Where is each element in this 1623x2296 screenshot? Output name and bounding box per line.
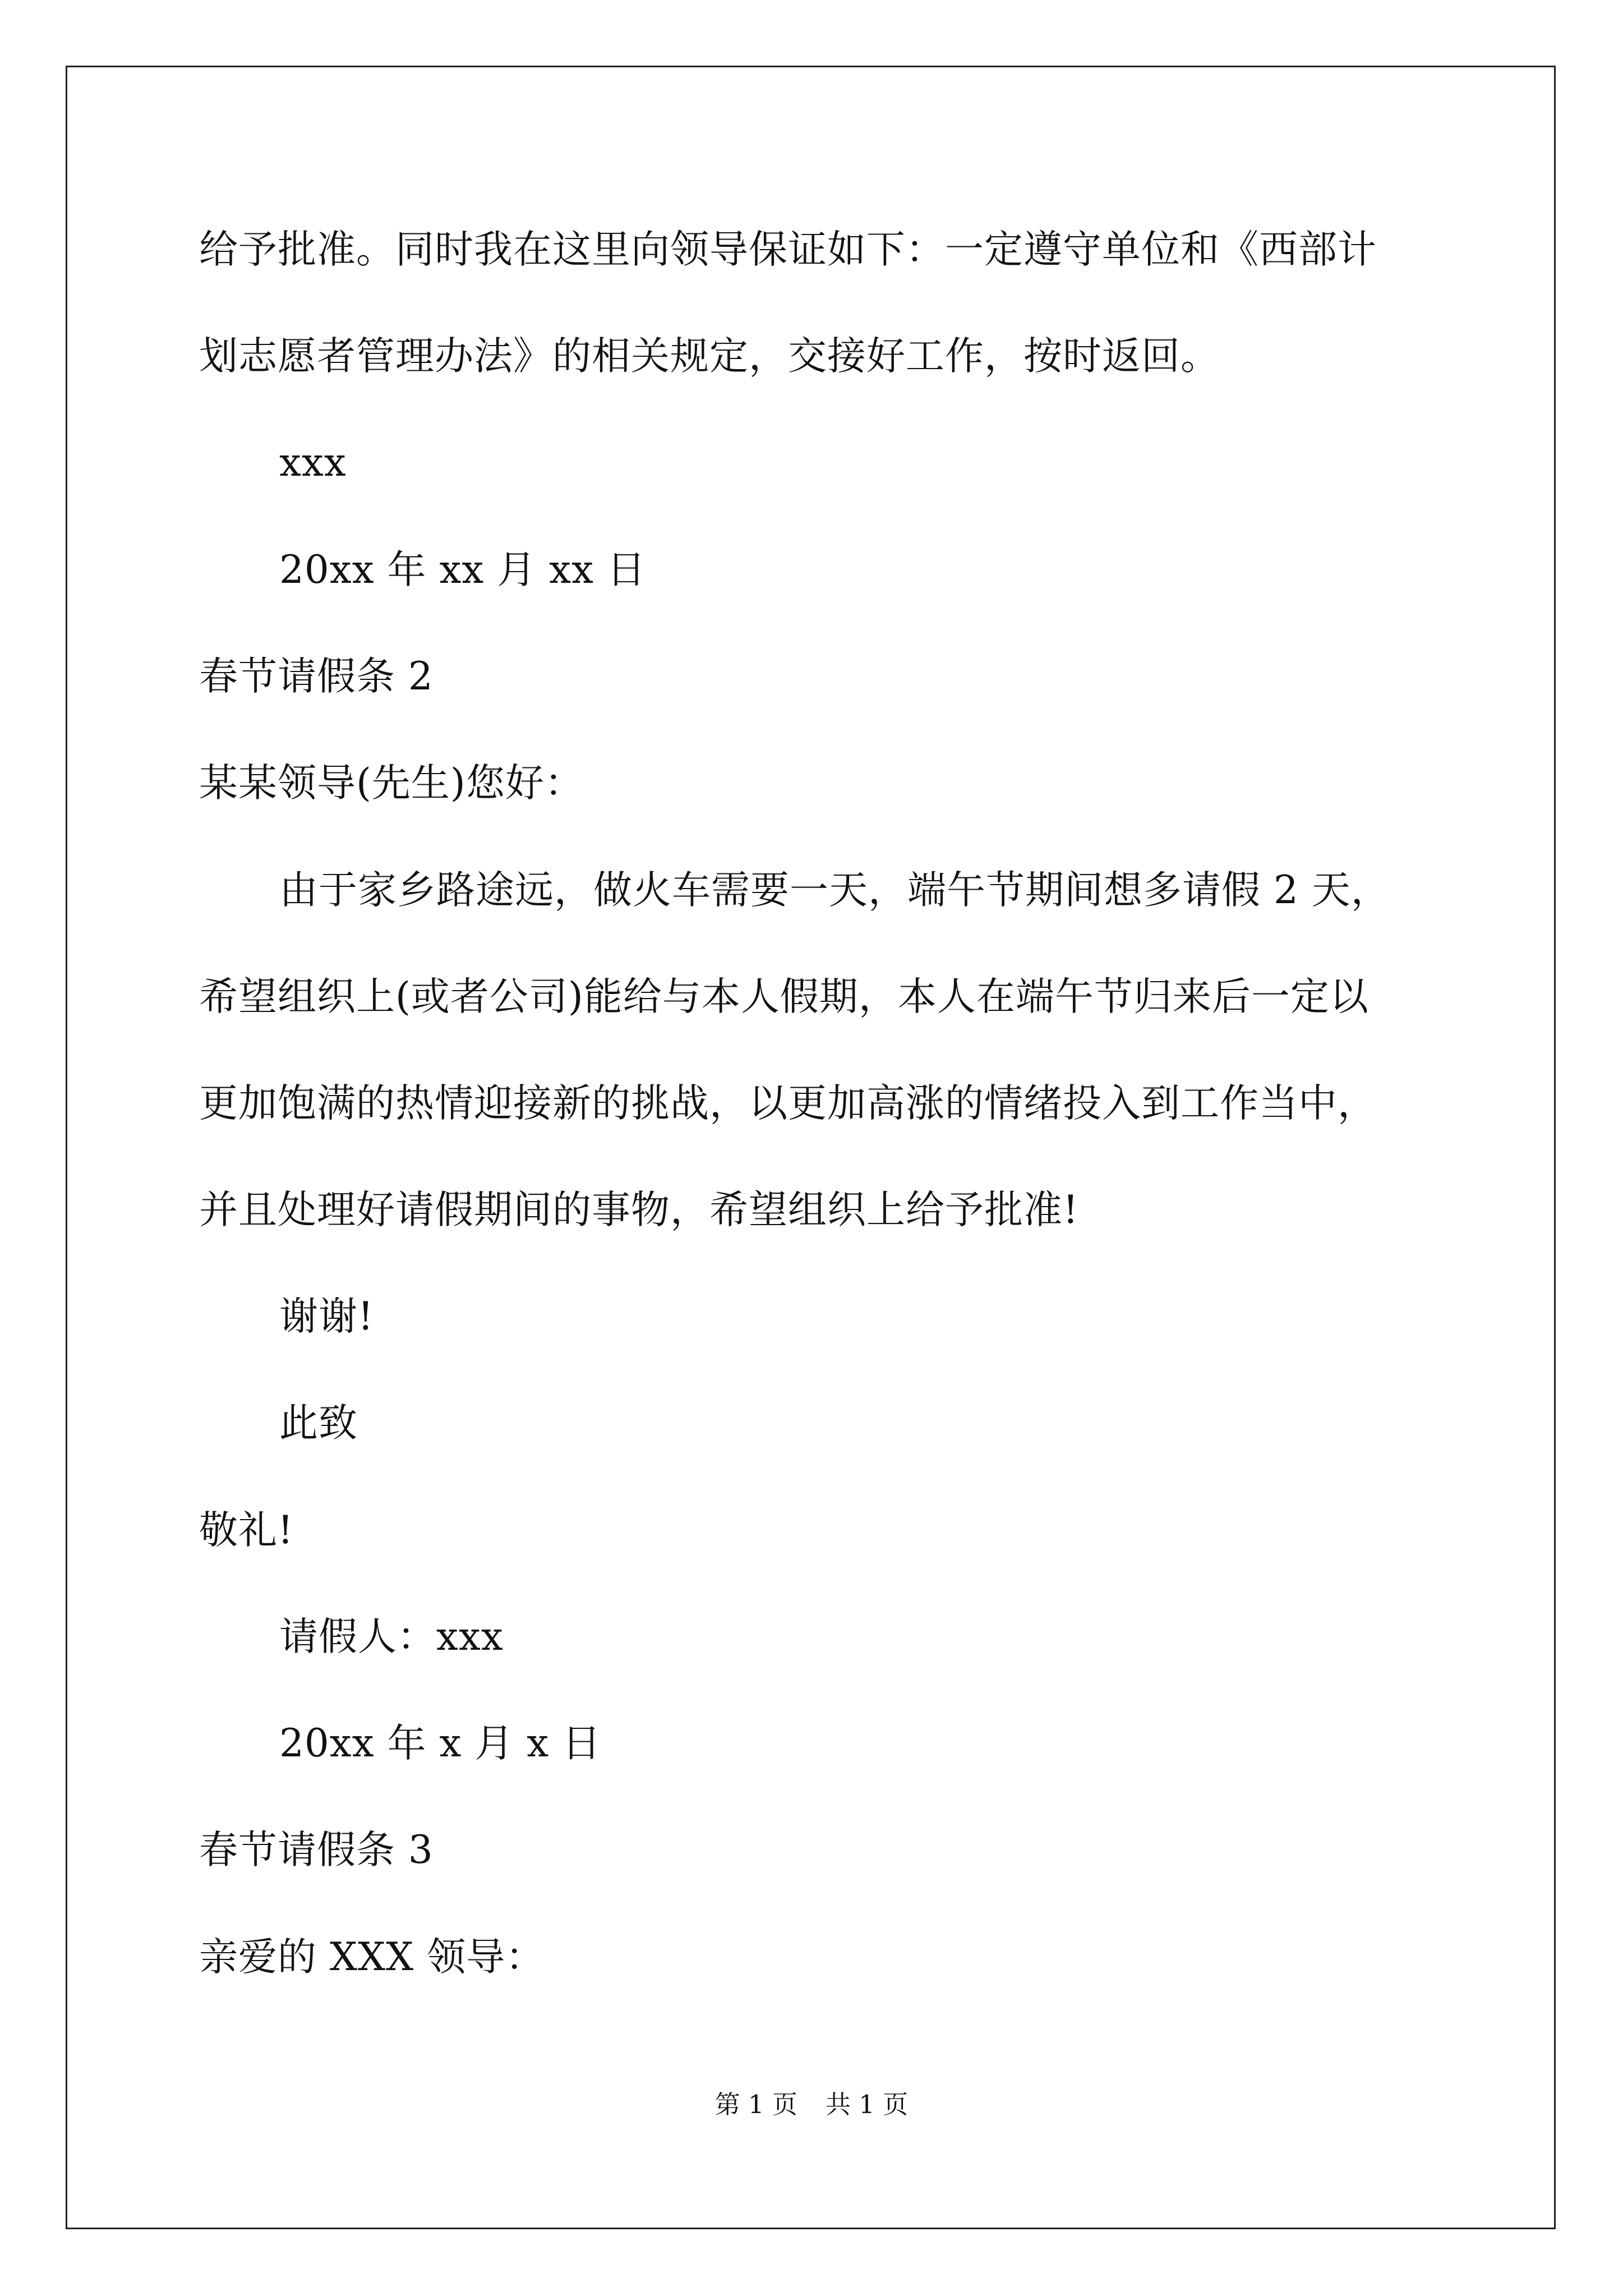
paragraph-line: 由于家乡路途远，做火车需要一天，端午节期间想多请假 2 天， xyxy=(279,868,1390,913)
closing-thanks: 谢谢! xyxy=(279,1294,374,1339)
page-total: 共 1 页 xyxy=(826,2090,909,2119)
paragraph-line: 更加饱满的热情迎接新的挑战，以更加高涨的情绪投入到工作当中， xyxy=(199,1081,1377,1126)
signature-name: xxx xyxy=(279,440,347,485)
page-footer xyxy=(0,2088,1623,2122)
paragraph-line: 划志愿者管理办法》的相关规定，交接好工作，按时返回。 xyxy=(199,334,1220,379)
page-border xyxy=(66,66,1556,2229)
page-number: 第 1 页 xyxy=(714,2090,797,2119)
paragraph-line: 并且处理好请假期间的事物，希望组织上给予批准! xyxy=(199,1188,1079,1232)
closing-regards: 敬礼! xyxy=(199,1508,294,1553)
closing-phrase: 此致 xyxy=(279,1401,358,1446)
signature-date: 20xx 年 x 月 x 日 xyxy=(279,1721,602,1766)
salutation: 亲爱的 XXX 领导： xyxy=(199,1935,545,1980)
paragraph-line: 给予批准。同时我在这里向领导保证如下：一定遵守单位和《西部计 xyxy=(199,227,1377,272)
signature-date: 20xx 年 xx 月 xx 日 xyxy=(279,547,646,592)
salutation: 某某领导(先生)您好： xyxy=(199,761,584,806)
signature-name: 请假人：xxx xyxy=(279,1614,504,1659)
section-title: 春节请假条 3 xyxy=(199,1828,434,1872)
section-title: 春节请假条 2 xyxy=(199,654,434,699)
paragraph-line: 希望组织上(或者公司)能给与本人假期，本人在端午节归来后一定以 xyxy=(199,974,1369,1019)
